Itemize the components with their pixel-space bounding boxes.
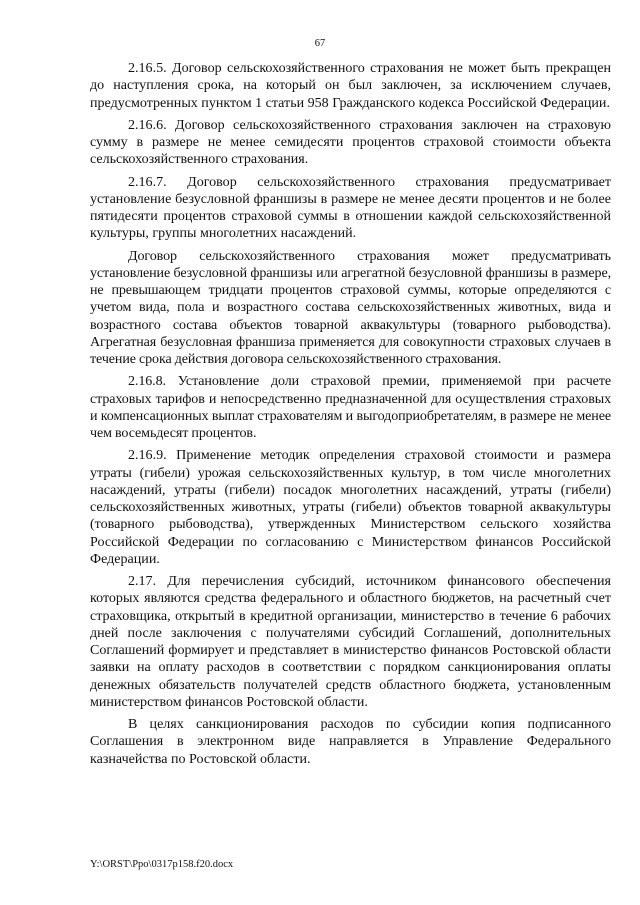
footer-file-path: Y:\ORST\Ppo\0317p158.f20.docx [90,859,234,870]
paragraph-2-16-5: 2.16.5. Договор сельскохозяйственного страхования не может быть прекращен до наступления срока, на который он был заключен, за исключением случаев, предусмотренных пунктом 1 статьи 958 Гражданского кодекса Российской Федерации. [90,60,611,111]
paragraph-2-17: 2.17. Для перечисления субсидий, источником финансового обеспечения которых являются средства федерального и областного бюджетов, на расчетный счет страховщика, открытый в кредитной организации, министерство в течение 6 рабочих дней после заключения с получателями субсидий Соглашений, дополнительных Соглашений формирует и представляет в министерство финансов Ростовской области заявки на оплату расходов в соответствии с порядком санкционирования оплаты денежных обязательств получателей средств областного бюджета, установленным министерством финансов Ростовской области. [90,573,611,710]
paragraph-2-16-8: 2.16.8. Установление доли страховой премии, применяемой при расчете страховых тарифов и непосредственно предназначенной для осуществления страховых и компенсационных выплат страхователям и выгодоприобретателям, в размере не менее чем восемьдесят процентов. [90,373,611,441]
paragraph-2-16-9: 2.16.9. Применение методик определения страховой стоимости и размера утраты (гибели) урожая сельскохозяйственных культур, в том числе многолетних насаждений, утраты (гибели) посадок многолетних насаждений, утраты (гибели) сельскохозяйственных животных, утраты (гибели) объектов товарной аквакультуры (товарного рыбоводства), утвержденных Министерством сельского хозяйства Российской Федерации по согласованию с Министерством финансов Российской Федерации. [90,447,611,567]
paragraph-sanctioning: В целях санкционирования расходов по субсидии копия подписанного Соглашения в электронном виде направляется в Управление Федерального казначейства по Ростовской области. [90,716,611,767]
document-body [90,60,611,773]
paragraph-franchise-options: Договор сельскохозяйственного страхования может предусматривать установление безусловной франшизы или агрегатной безусловной франшизы в размере, не превышающем тридцати процентов страховой суммы, которые определяются с учетом вида, пола и возрастного состава сельскохозяйственных животных, вида и возрастного состава объектов товарной аквакультуры (товарного рыбоводства). Агрегатная безусловная франшиза применяется для совокупности страховых случаев в течение срока действия договора сельскохозяйственного страхования. [90,247,611,367]
paragraph-2-16-6: 2.16.6. Договор сельскохозяйственного страхования заключен на страховую сумму в размере не менее семидесяти процентов страховой стоимости объекта сельскохозяйственного страхования. [90,116,611,168]
page-number: 67 [314,38,326,49]
paragraph-2-16-7: 2.16.7. Договор сельскохозяйственного страхования предусматривает установление безусловной франшизы в размере не менее десяти процентов и не более пятидесяти процентов страховой суммы в отношении каждой сельскохозяйственной культуры, группы многолетних насаждений. [90,173,611,242]
